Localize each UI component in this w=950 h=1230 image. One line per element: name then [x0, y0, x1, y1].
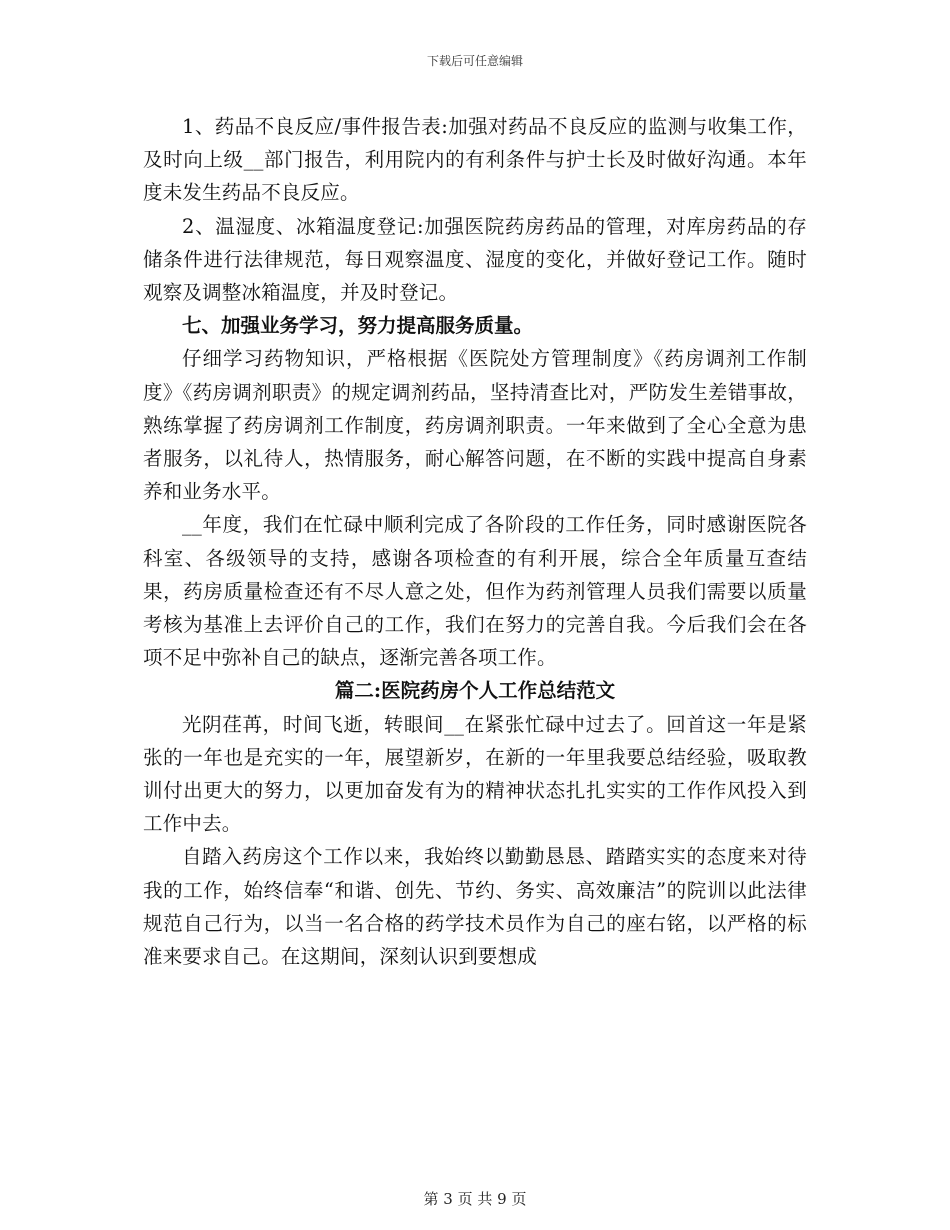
page-footer: 第 3 页 共 9 页 — [423, 1190, 527, 1208]
paragraph-adverse-reaction: 1、药品不良反应/事件报告表:加强对药品不良反应的监测与收集工作，及时向上级__部门报告，利用院内的有利条件与护士长及时做好沟通。本年度未发生药品不良反应。 — [143, 115, 807, 205]
page-header: 下载后可任意编辑 — [426, 54, 523, 68]
heading-section-seven: 七、加强业务学习，努力提高服务质量。 — [182, 314, 534, 338]
paragraph-study: 仔细学习药物知识，严格根据《医院处方管理制度》《药房调剂工作制度》《药房调剂职责》的规定调剂药品，坚持清查比对，严防发生差错事故，熟练掌握了药房调剂工作制度，药房调剂职责。一年来做到了全心全意为患者服务，以礼待人，热情服务，耐心解答问题，在不断的实践中提高自身素养和业务水平。 — [143, 347, 807, 504]
paragraph-work-attitude: 自踏入药房这个工作以来，我始终以勤勤恳恳、踏踏实实的态度来对待我的工作，始终信奉“和谐、创先、节约、务实、高效廉洁”的院训以此法律规范自己行为，以当一名合格的药学技术员作为自己的座右铭，以严格的标准来要求自己。在这期间，深刻认识到要想成 — [143, 845, 807, 969]
paragraph-temperature-record: 2、温湿度、冰箱温度登记:加强医院药房药品的管理，对库房药品的存储条件进行法律规范，每日观察温度、湿度的变化，并做好登记工作。随时观察及调整冰箱温度，并及时登记。 — [143, 214, 807, 305]
section-title-part-two: 篇二:医院药房个人工作总结范文 — [334, 679, 616, 703]
document-body — [143, 110, 807, 973]
paragraph-annual-summary: __年度，我们在忙碌中顺利完成了各阶段的工作任务，同时感谢医院各科室、各级领导的支持，感谢各项检查的有利开展，综合全年质量互查结果，药房质量检查还有不尽人意之处，但作为药剂管理人员我们需要以质量考核为基准上去评价自己的工作，我们在努力的完善自我。今后我们会在各项不足中弥补自己的缺点，逐渐完善各项工作。 — [143, 513, 807, 670]
paragraph-time-flies: 光阴荏苒，时间飞逝，转眼间__在紧张忙碌中过去了。回首这一年是紧张的一年也是充实的一年，展望新岁，在新的一年里我要总结经验，吸取教训付出更大的努力，以更加奋发有为的精神状态扎扎实实的工作作风投入到工作中去。 — [143, 712, 807, 836]
